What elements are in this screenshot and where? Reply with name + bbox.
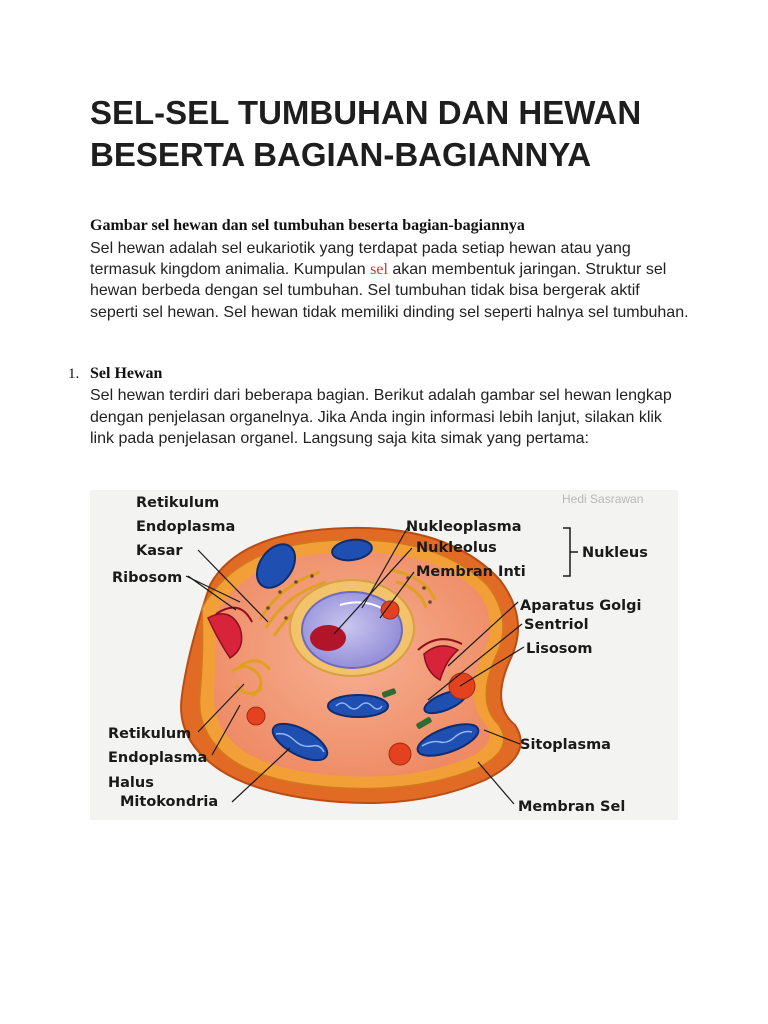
label-retikulum-kasar-3: Kasar [136,543,183,559]
label-nukleoplasma: Nukleoplasma [406,519,522,535]
label-retikulum-kasar-1: Retikulum [136,495,220,511]
intro-paragraph [90,238,690,323]
nucleolus-shape [310,625,346,651]
intro-text-after-link: akan membentuk jaringan. Struktur sel hewan berbeda dengan sel tumbuhan. Sel tumbuhan tidak bisa bergerak aktif seperti sel hewan. Sel hewan tidak memiliki dinding sel seperti halnya sel tumbuhan. [90,261,689,321]
watermark: Hedi Sasrawan [562,492,644,506]
list-item-body: Sel hewan terdiri dari beberapa bagian. Berikut adalah gambar sel hewan lengkap dengan penjelasan organelnya. Jika Anda ingin informasi lebih lanjut, silakan klik link pada penjelasan organel. Langsung saja kita simak yang pertama: [90,387,672,447]
list-item-title: Sel Hewan [90,365,163,382]
list-item-number: 1. [68,366,80,382]
nucleus [290,580,414,676]
label-retikulum-halus-3: Halus [108,775,154,791]
label-sitoplasma: Sitoplasma [520,737,611,753]
animal-cell-diagram [90,490,678,820]
animal-cell-figure [90,490,678,820]
sel-link[interactable]: sel [370,261,388,279]
label-nukleolus: Nukleolus [416,540,497,556]
label-nukleus: Nukleus [582,545,648,561]
intro-subheading: Gambar sel hewan dan sel tumbuhan beserta bagian-bagiannya [90,217,525,234]
label-membran-sel: Membran Sel [518,799,626,815]
intro-text-before-link: Sel hewan adalah sel eukariotik yang terdapat pada setiap hewan atau yang termasuk kingdom animalia. Kumpulan [90,240,631,279]
label-ribosom: Ribosom [112,570,183,586]
page-title: SEL-SEL TUMBUHAN DAN HEWAN BESERTA BAGIAN-BAGIANNYA [90,94,642,173]
label-retikulum-halus-2: Endoplasma [108,750,208,766]
label-retikulum-halus-1: Retikulum [108,726,192,742]
label-lisosom: Lisosom [526,641,593,657]
label-sentriol: Sentriol [524,617,589,633]
nucleus-bracket [563,528,578,576]
label-aparatus-golgi: Aparatus Golgi [520,598,642,614]
label-membran-inti: Membran Inti [416,564,526,580]
label-mitokondria: Mitokondria [120,794,219,810]
label-retikulum-kasar-2: Endoplasma [136,519,236,535]
